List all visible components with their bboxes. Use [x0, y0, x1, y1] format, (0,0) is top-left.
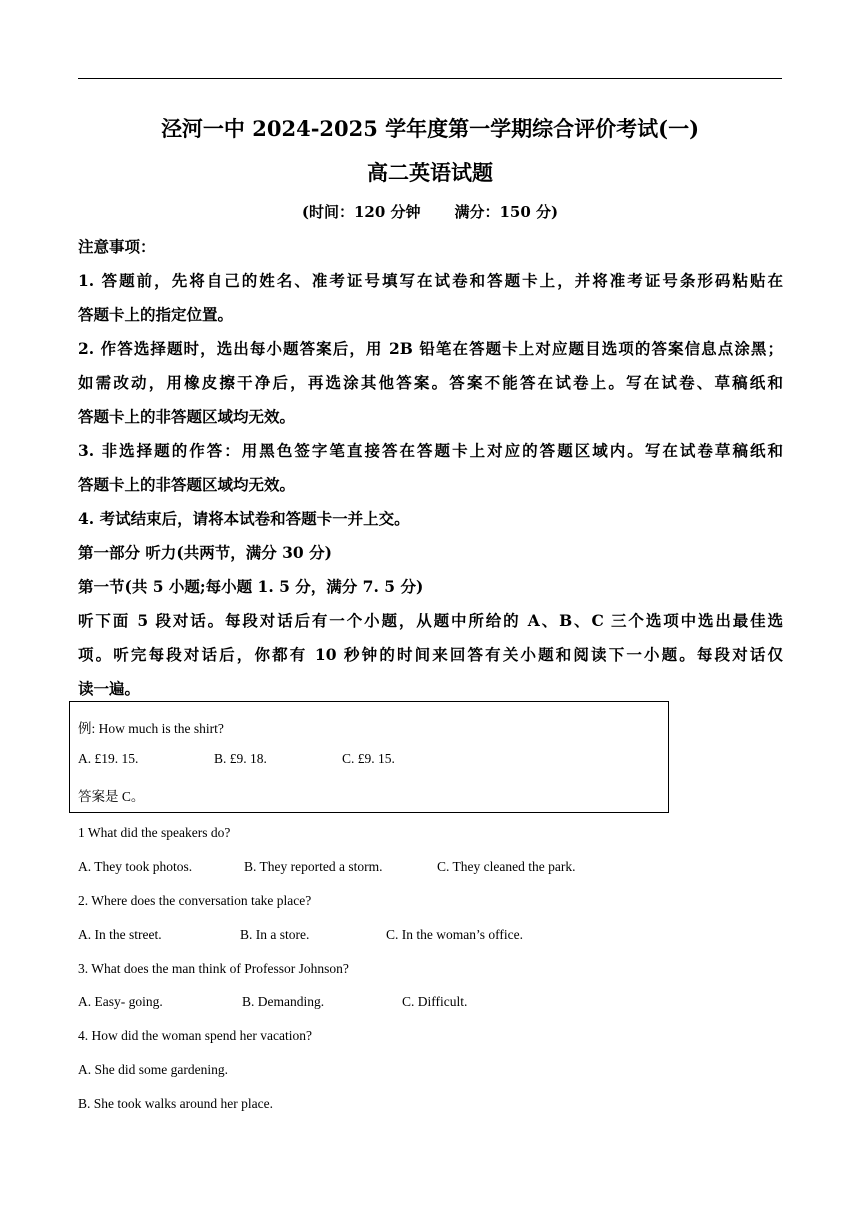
notice-item-1-line-1: 1. 答题前，先将自己的姓名、准考证号填写在试卷和答题卡上，并将准考证号条形码粘贴在: [78, 271, 783, 290]
question-2-option-a: A. In the street.: [78, 927, 162, 942]
notice-item-2-line-3: 答题卡上的非答题区域均无效。: [78, 407, 296, 426]
question-3-option-b: B. Demanding.: [242, 994, 325, 1009]
example-answer: 答案是 C。: [78, 789, 145, 804]
question-2-option-c: C. In the woman’s office.: [386, 927, 523, 942]
exam-time: (时间：120 分钟: [301, 203, 421, 221]
notice-item-3-line-1: 3. 非选择题的作答：用黑色签字笔直接答在答题卡上对应的答题区域内。写在试卷草稿纸和: [78, 441, 783, 460]
exam-time-score: [0, 201, 860, 222]
instruction-line-2: 项。听完每段对话后，你都有 10 秒钟的时间来回答有关小题和阅读下一小题。每段对话仅: [78, 645, 783, 664]
question-1-stem: 1 What did the speakers do?: [78, 825, 231, 840]
question-4-option-a: A. She did some gardening.: [78, 1062, 228, 1077]
exam-title: 泾河一中 2024-2025 学年度第一学期综合评价考试(一): [160, 116, 700, 141]
example-option-c: C. £9. 15.: [342, 751, 395, 766]
example-question: 例: How much is the shirt?: [78, 721, 224, 736]
question-4-stem: 4. How did the woman spend her vacation?: [78, 1028, 312, 1043]
instruction-line-3: 读一遍。: [78, 679, 141, 698]
notice-item-4: 4. 考试结束后，请将本试卷和答题卡一并上交。: [78, 509, 410, 528]
example-option-a: A. £19. 15.: [78, 751, 139, 766]
question-3-option-c: C. Difficult.: [402, 994, 468, 1009]
question-3-stem: 3. What does the man think of Professor Johnson?: [78, 961, 349, 976]
notice-item-2-line-1: 2. 作答选择题时，选出每小题答案后，用 2B 铅笔在答题卡上对应题目选项的答案信息点涂黑；: [78, 339, 783, 358]
question-2-option-b: B. In a store.: [240, 927, 310, 942]
notice-item-2-line-2: 如需改动，用橡皮擦干净后，再选涂其他答案。答案不能答在试卷上。写在试卷、草稿纸和: [78, 373, 783, 392]
exam-subtitle: 高二英语试题: [367, 160, 493, 185]
question-4-option-b: B. She took walks around her place.: [78, 1096, 273, 1111]
notice-item-1-line-2: 答题卡上的指定位置。: [78, 305, 234, 324]
question-2-stem: 2. Where does the conversation take place?: [78, 893, 312, 908]
exam-full-score: 满分：150 分): [454, 203, 559, 221]
instruction-line-1: 听下面 5 段对话。每段对话后有一个小题，从题中所给的 A、B、C 三个选项中选出最佳选: [78, 611, 783, 630]
question-1-option-a: A. They took photos.: [78, 859, 193, 874]
notice-heading: 注意事项：: [78, 237, 156, 256]
example-option-b: B. £9. 18.: [214, 751, 267, 766]
question-1-option-b: B. They reported a storm.: [244, 859, 383, 874]
notice-item-3-line-2: 答题卡上的非答题区域均无效。: [78, 475, 296, 494]
question-3-option-a: A. Easy- going.: [78, 994, 163, 1009]
question-1-option-c: C. They cleaned the park.: [437, 859, 576, 874]
header-rule: [78, 78, 782, 79]
section-one-heading: 第一节(共 5 小题;每小题 1. 5 分，满分 7. 5 分): [78, 577, 424, 596]
part-one-heading: 第一部分 听力(共两节，满分 30 分): [78, 543, 332, 562]
